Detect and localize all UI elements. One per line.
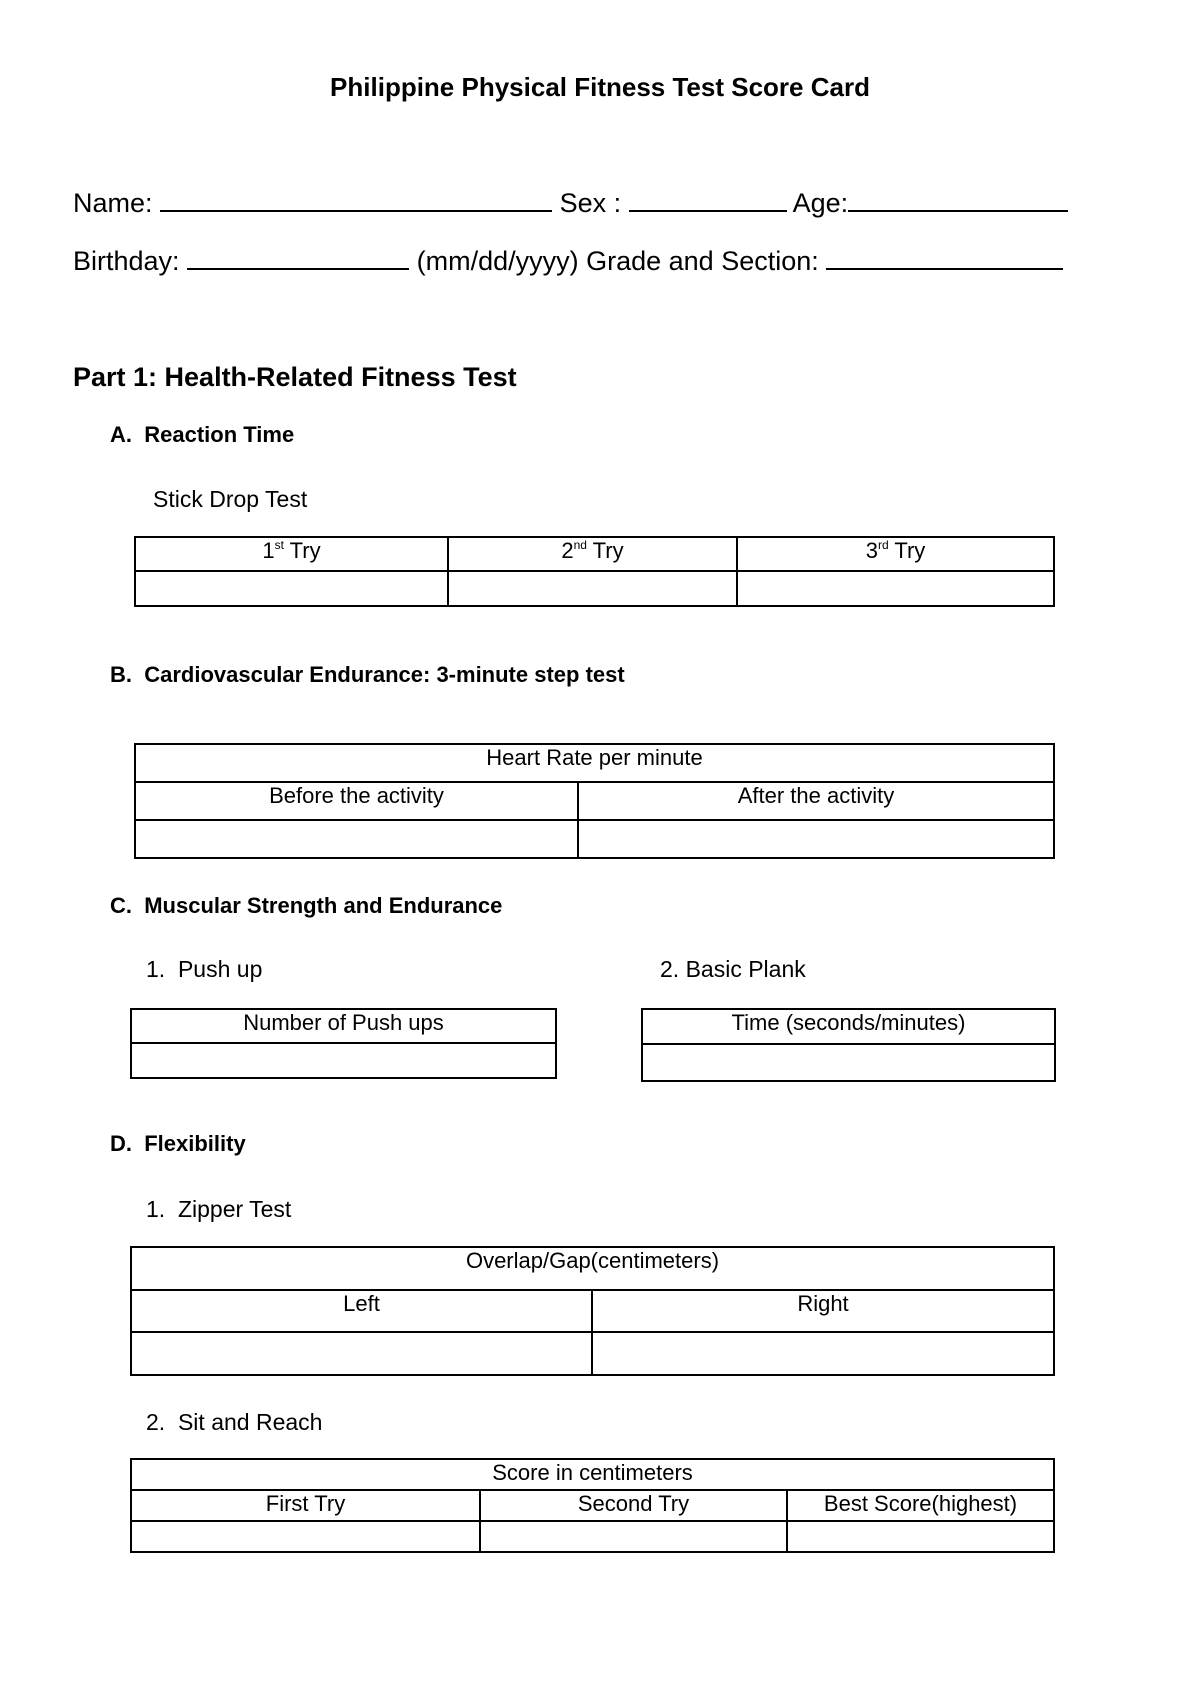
after-activity-cell[interactable] bbox=[578, 820, 1054, 858]
zipper-test-number: 1. bbox=[146, 1196, 166, 1222]
second-try-header: Second Try bbox=[480, 1490, 787, 1521]
right-cell[interactable] bbox=[592, 1332, 1054, 1375]
section-b-title: Cardiovascular Endurance: 3-minute step test bbox=[144, 662, 625, 687]
zipper-test-table bbox=[130, 1246, 1055, 1376]
before-activity-cell[interactable] bbox=[135, 820, 578, 858]
student-info-row-2 bbox=[73, 246, 1063, 277]
push-up-header: Number of Push ups bbox=[131, 1009, 556, 1043]
birthday-label: Birthday: bbox=[73, 246, 180, 276]
basic-plank-header: Time (seconds/minutes) bbox=[642, 1009, 1055, 1044]
part-1-heading: Part 1: Health-Related Fitness Test bbox=[73, 362, 517, 392]
best-score-cell[interactable] bbox=[787, 1521, 1054, 1552]
sit-and-reach-number: 2. bbox=[146, 1409, 166, 1435]
section-b-letter: B. bbox=[110, 662, 132, 687]
try-3-header: 3rd Try bbox=[737, 537, 1054, 571]
after-activity-header: After the activity bbox=[578, 782, 1054, 820]
section-d-title: Flexibility bbox=[144, 1131, 246, 1156]
overlap-gap-header: Overlap/Gap(centimeters) bbox=[131, 1247, 1054, 1290]
section-c-letter: C. bbox=[110, 893, 132, 918]
heart-rate-table bbox=[134, 743, 1055, 859]
name-label: Name: bbox=[73, 188, 153, 218]
section-d-heading bbox=[110, 1131, 246, 1157]
basic-plank-table bbox=[641, 1008, 1056, 1082]
before-activity-header: Before the activity bbox=[135, 782, 578, 820]
section-a-letter: A. bbox=[110, 422, 132, 447]
left-cell[interactable] bbox=[131, 1332, 592, 1375]
reaction-time-table bbox=[134, 536, 1055, 607]
basic-plank-label: 2. Basic Plank bbox=[660, 956, 806, 982]
sex-label: Sex : bbox=[559, 188, 622, 218]
push-up-cell[interactable] bbox=[131, 1043, 556, 1078]
section-a-heading bbox=[110, 422, 294, 448]
stick-drop-label: Stick Drop Test bbox=[153, 486, 308, 512]
sex-field[interactable] bbox=[629, 188, 787, 212]
right-header: Right bbox=[592, 1290, 1054, 1332]
section-b-heading bbox=[110, 662, 625, 688]
student-info-row-1 bbox=[73, 188, 1068, 219]
try-3-cell[interactable] bbox=[737, 571, 1054, 606]
page-title: Philippine Physical Fitness Test Score Card bbox=[330, 72, 870, 102]
best-score-header: Best Score(highest) bbox=[787, 1490, 1054, 1521]
age-label: Age: bbox=[792, 188, 849, 218]
try-1-cell[interactable] bbox=[135, 571, 448, 606]
sit-and-reach-label: 2. Sit and Reach bbox=[146, 1409, 323, 1435]
birthday-field[interactable] bbox=[187, 246, 409, 270]
basic-plank-number: 2. bbox=[660, 956, 680, 982]
grade-section-label: Grade and Section: bbox=[586, 246, 819, 276]
date-format-hint: (mm/dd/yyyy) bbox=[416, 246, 579, 276]
basic-plank-cell[interactable] bbox=[642, 1044, 1055, 1081]
try-1-header: 1st Try bbox=[135, 537, 448, 571]
first-try-cell[interactable] bbox=[131, 1521, 480, 1552]
section-d-letter: D. bbox=[110, 1131, 132, 1156]
grade-section-field[interactable] bbox=[826, 246, 1063, 270]
try-2-cell[interactable] bbox=[448, 571, 737, 606]
push-up-table bbox=[130, 1008, 557, 1079]
push-up-number: 1. bbox=[146, 956, 166, 982]
push-up-label: 1. Push up bbox=[146, 956, 263, 982]
score-cm-header: Score in centimeters bbox=[131, 1459, 1054, 1490]
heart-rate-header: Heart Rate per minute bbox=[135, 744, 1054, 782]
sit-and-reach-table bbox=[130, 1458, 1055, 1553]
name-field[interactable] bbox=[160, 188, 552, 212]
left-header: Left bbox=[131, 1290, 592, 1332]
try-2-header: 2nd Try bbox=[448, 537, 737, 571]
zipper-test-label: 1. Zipper Test bbox=[146, 1196, 292, 1222]
age-field[interactable] bbox=[848, 188, 1068, 212]
second-try-cell[interactable] bbox=[480, 1521, 787, 1552]
first-try-header: First Try bbox=[131, 1490, 480, 1521]
section-a-title: Reaction Time bbox=[144, 422, 295, 447]
section-c-title: Muscular Strength and Endurance bbox=[144, 893, 503, 918]
section-c-heading bbox=[110, 893, 502, 919]
